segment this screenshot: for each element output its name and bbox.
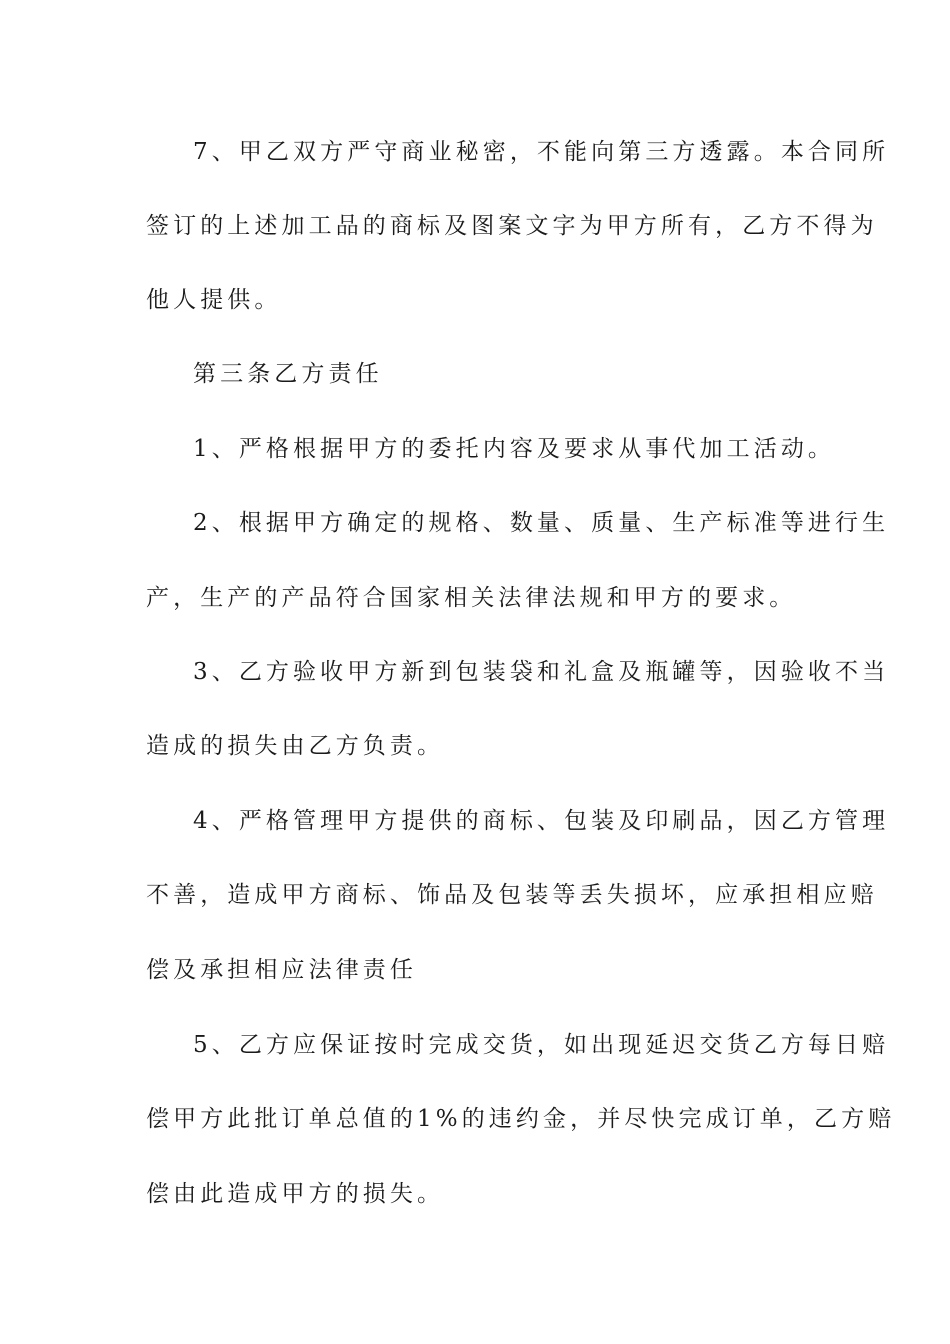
- clause-3-line-1: 3、乙方验收甲方新到包装袋和礼盒及瓶罐等，因验收不当: [193, 659, 890, 685]
- clause-7-line-1: 7、甲乙双方严守商业秘密，不能向第三方透露。本合同所: [193, 139, 890, 165]
- clause-1-line-1: 1、严格根据甲方的委托内容及要求从事代加工活动。: [193, 436, 836, 462]
- clause-2-line-1: 2、根据甲方确定的规格、数量、质量、生产标准等进行生: [193, 510, 890, 536]
- clause-4-line-1: 4、严格管理甲方提供的商标、包装及印刷品，因乙方管理: [193, 808, 890, 834]
- clause-7-line-2: 签订的上述加工品的商标及图案文字为甲方所有，乙方不得为: [146, 213, 878, 239]
- clause-4-line-3: 偿及承担相应法律责任: [146, 957, 417, 983]
- clause-4-line-2: 不善，造成甲方商标、饰品及包装等丢失损坏，应承担相应赔: [146, 882, 878, 908]
- clause-5-line-1: 5、乙方应保证按时完成交货，如出现延迟交货乙方每日赔: [193, 1032, 890, 1058]
- clause-2-line-2: 产，生产的产品符合国家相关法律法规和甲方的要求。: [146, 585, 797, 611]
- clause-7-line-3: 他人提供。: [146, 287, 282, 313]
- clause-5-line-3: 偿由此造成甲方的损失。: [146, 1181, 445, 1207]
- clause-3-line-2: 造成的损失由乙方负责。: [146, 733, 445, 759]
- section-heading: 第三条乙方责任: [193, 361, 383, 387]
- clause-5-line-2: 偿甲方此批订单总值的1%的违约金，并尽快完成订单，乙方赔: [146, 1106, 896, 1132]
